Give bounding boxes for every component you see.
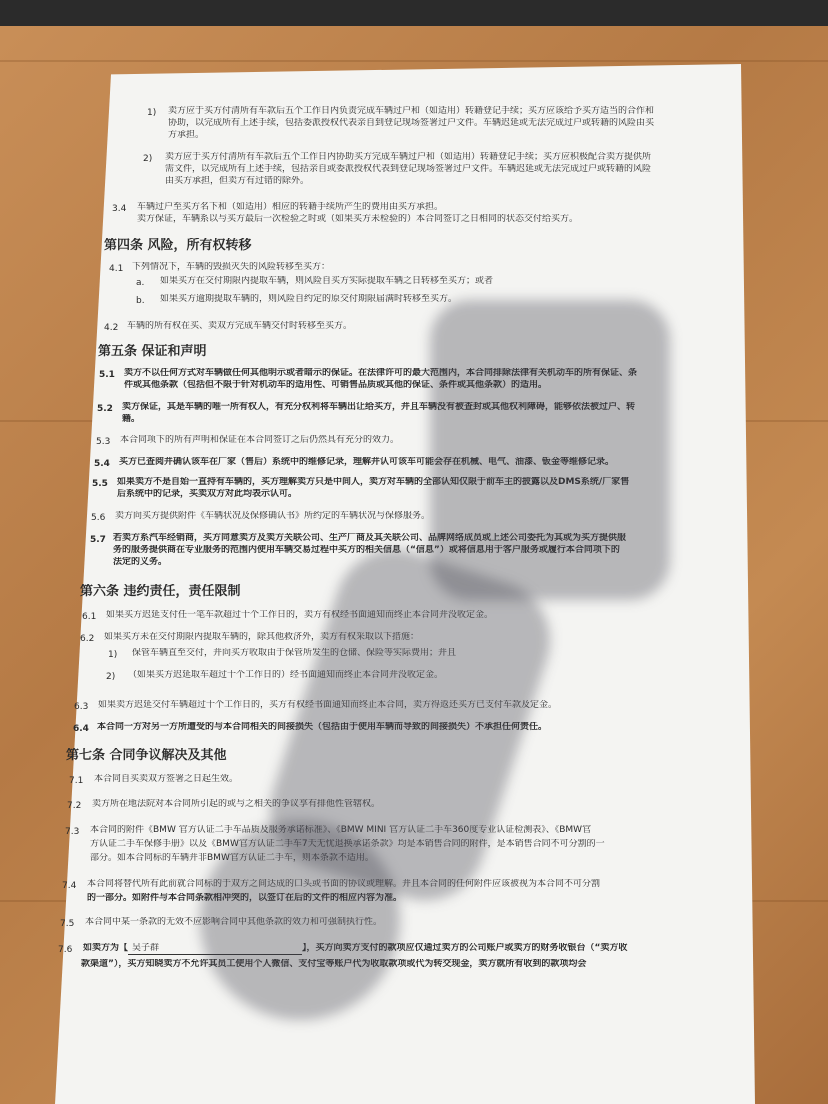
clause-number: 5.3 (96, 437, 111, 447)
clause-number: 1) (108, 650, 118, 660)
text-line: 卖方应于买方付清所有车款后五个工作日内协助买方完成车辆过户和（如适用）转籍登记手续；买方应积极配合卖方提供所 (165, 152, 652, 162)
clause-number: 5.7 (90, 535, 106, 545)
text-line: 卖方应于买方付清所有车款后五个工作日内负责完成车辆过户和（如适用）转籍登记手续；买方应该给予买方适当的合作和 (168, 106, 655, 116)
text-line: 部分。如本合同标的车辆并非BMW官方认证二手车，则本条款不适用。 (90, 853, 374, 863)
clause-number: 6.4 (73, 724, 89, 734)
text-line: 本合同一方对另一方所遭受的与本合同相关的间接损失（包括由于使用车辆而导致的间接损失）不承担任何责任。 (97, 722, 548, 732)
clause-number: 4.2 (104, 323, 119, 333)
text-line: 协助，以完成所有上述手续，包括委派授权代表亲自到登记现场签署过户文件。车辆迟延或无法完成过户或转籍的风险由买 (168, 118, 655, 128)
text-line: 务的服务提供商在专业服务的范围内使用车辆交易过程中买方的相关信息（“信息”）或将信息用于客户服务或履行本合同项下的 (113, 545, 620, 555)
clause-number: 7.4 (62, 881, 77, 891)
section-5-title: 第五条 保证和声明 (98, 344, 207, 359)
clause-number: 4.1 (109, 264, 124, 274)
text-line: 卖方不以任何方式对车辆做任何其他明示或者暗示的保证。在法律许可的最大范围内，本合同排除法律有关机动车的所有保证、条 (124, 368, 638, 378)
clause-number: 2) (106, 672, 116, 682)
text-line: 的一部分。如附件与本合同条款相冲突的，以签订在后的文件的相应内容为准。 (87, 893, 403, 903)
text-line: 如果买方未在交付期限内提取车辆的，除其他救济外，卖方有权采取以下措施： (104, 632, 420, 642)
clause-number: 5.4 (94, 459, 110, 469)
text-line: 本合同的附件《BMW 官方认证二手车品质及服务承诺标准》、《BMW MINI 官方认证二手车360度专业认证检测表》、《BMW官 (90, 825, 592, 835)
clause-number: 5.1 (99, 370, 115, 380)
text-line: 车辆的所有权在买、卖双方完成车辆交付时转移至买方。 (127, 321, 353, 331)
text-line: 籍。 (122, 414, 141, 424)
text-line: 卖方向买方提供附件《车辆状况及保修确认书》所约定的车辆状况与保修服务。 (115, 511, 431, 521)
text-line: 如果买方在交付期限内提取车辆，则风险自买方实际提取车辆之日转移至买方；或者 (160, 276, 494, 286)
text-line: 卖方保证，其是车辆的唯一所有权人，有充分权利将车辆出让给买方，并且车辆没有被查封或其他权利障碍，能够依法被过户、转 (122, 402, 636, 412)
text-line: 如果卖方迟延交付车辆超过十个工作日的，买方有权经书面通知而终止本合同，卖方得返还买方已支付车款及定金。 (98, 700, 558, 710)
text-line: 买方已查阅并确认该车在厂家（售后）系统中的维修记录，理解并认可该车可能会存在机械、电气、油漆、钣金等维修记录。 (119, 457, 615, 467)
clause-number: 6.1 (82, 612, 97, 622)
clause-number: 3.4 (112, 204, 127, 214)
clause-suffix: 】，买方向卖方支付的款项应仅通过卖方的公司账户或卖方的财务收银台（“卖方收 (302, 943, 628, 953)
section-6-title: 第六条 违约责任，责任限制 (80, 584, 241, 599)
section-4-title: 第四条 风险，所有权转移 (104, 238, 252, 253)
text-line: 若卖方系汽车经销商，买方同意卖方及卖方关联公司、生产厂商及其关联公司、品牌网络成员或上述公司委托为其或为买方提供服 (113, 533, 627, 543)
text-line: 卖方所在地法院对本合同所引起的或与之相关的争议享有排他性管辖权。 (92, 799, 381, 809)
section-7-title: 第七条 合同争议解决及其他 (66, 748, 227, 763)
text-line: 需文件，以完成所有上述手续，包括亲自或委派授权代表到登记现场签署过户文件。车辆迟延或无法完成过户或转籍的风险 (165, 164, 652, 174)
clause-number: 7.6 (58, 945, 73, 955)
item-number: 2) (143, 154, 153, 164)
text-line: 下列情况下，车辆的毁损灭失的风险转移至买方： (132, 262, 331, 272)
text-line (83, 943, 728, 955)
clause-number: a. (136, 278, 145, 288)
clause-number: 7.2 (67, 801, 82, 811)
text-line: 保管车辆直至交付，并向买方收取由于保管所发生的仓储、保险等实际费用；并且 (132, 648, 457, 658)
text-line: 如果卖方不是自始一直持有车辆的，买方理解卖方只是中间人，卖方对车辆的全部认知仅限于前车主的披露以及DMS系统/厂家售 (117, 477, 630, 487)
clause-number: 6.3 (74, 702, 89, 712)
text-line: 款渠道”），买方知晓卖方不允许其员工使用个人微信、支付宝等账户代为收取款项或代为转交现金，卖方就所有收到的款项均会 (81, 959, 587, 969)
clause-number: 7.3 (65, 827, 80, 837)
clause-number: 5.2 (97, 404, 113, 414)
text-line: 法定的义务。 (113, 557, 168, 567)
text-line: （如果买方迟延取车超过十个工作日的）经书面通知而终止本合同并没收定金。 (128, 670, 444, 680)
text-line: 卖方保证，车辆系以与买方最后一次检验之时或（如果买方未检验的）本合同签订之日相同的状态交付给买方。 (137, 214, 579, 224)
text-line: 如果买方逾期提取车辆的，则风险自约定的原交付期限届满时转移至买方。 (160, 294, 458, 304)
clause-number: b. (136, 296, 145, 306)
text-line: 本合同自买卖双方签署之日起生效。 (94, 774, 239, 784)
text-line: 方承担。 (168, 130, 205, 140)
text-line: 车辆过户至买方名下和（如适用）相应的转籍手续所产生的费用由买方承担。 (137, 202, 444, 212)
clause-number: 7.5 (60, 919, 75, 929)
clause-number: 5.5 (92, 479, 108, 489)
clause-prefix: 如卖方为【 (83, 943, 129, 953)
clause-number: 6.2 (80, 634, 95, 644)
text-line: 后系统中的记录，买卖双方对此均表示认可。 (117, 489, 298, 499)
item-number: 1) (147, 108, 157, 118)
text-line: 本合同中某一条款的无效不应影响合同中其他条款的效力和可强制执行性。 (85, 917, 383, 927)
text-line: 本合同项下的所有声明和保证在本合同签订之后仍然具有充分的效力。 (120, 435, 400, 445)
text-line: 件或其他条款（包括但不限于针对机动车的适用性、可销售品质或其他的保证、条件或其他条款）的适用。 (124, 380, 548, 390)
text-line: 方认证二手车保修手册》以及《BMW官方认证二手车7天无忧退换承诺条款》均是本销售合同的附件，是本销售合同不可分割的一 (90, 839, 605, 849)
clause-number: 7.1 (69, 776, 84, 786)
text-line: 如果买方迟延支付任一笔车款超过十个工作日的，卖方有权经书面通知而终止本合同并没收定金。 (106, 610, 494, 620)
clause-number: 5.6 (91, 513, 106, 523)
text-line: 本合同将替代所有此前就合同标的于双方之间达成的口头或书面的协议或理解。并且本合同的任何附件应该被视为本合同不可分割 (87, 879, 601, 889)
buyer-name-field: 吴子群 (128, 943, 302, 955)
text-line: 由买方承担，但卖方有过错的除外。 (165, 176, 310, 186)
